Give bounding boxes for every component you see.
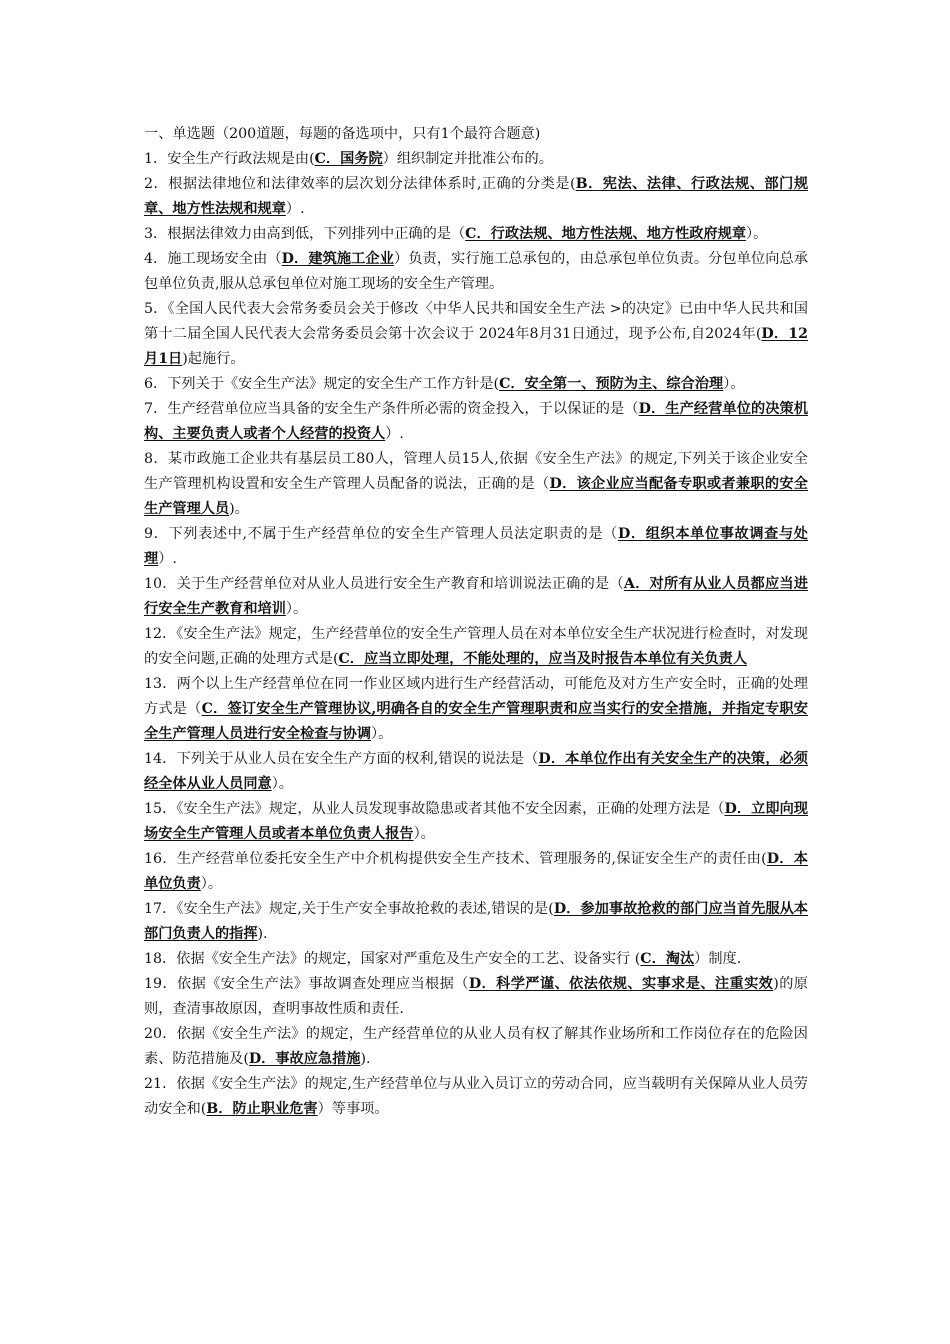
question-item (144, 1022, 808, 1072)
question-text: 13．两个以上生产经营单位在同一作业区域内进行生产经营活动，可能危及对方生产安全时，正确的处理方式是（ (144, 676, 808, 717)
answer-text: D．本单位负责 (144, 851, 808, 892)
question-item (144, 847, 808, 897)
question-text-tail: )起施行。 (182, 351, 245, 367)
question-text-tail: ). (360, 1051, 371, 1067)
question-text-tail: ）。 (413, 826, 435, 842)
question-item (144, 372, 808, 397)
answer-text: D．12月1日 (144, 326, 808, 367)
answer-text: B．防止职业危害 (206, 1101, 318, 1117)
answer-text: D．组织本单位事故调查与处理 (144, 526, 808, 567)
answer-text: D．立即向现场安全生产管理人员或者本单位负责人报告 (144, 801, 808, 842)
question-text-tail: ）制度. (694, 951, 742, 967)
answer-text: B．宪法、法律、行政法规、部门规章、地方性法规和规章 (144, 176, 809, 217)
question-item (144, 747, 808, 797)
question-item (144, 897, 808, 947)
question-text: 9．下列表述中,不属于生产经营单位的安全生产管理人员法定职责的是（ (144, 526, 618, 542)
answer-text: D．本单位作出有关安全生产的决策，必须经全体从业人员同意 (144, 751, 808, 792)
question-text-tail: ）。 (723, 376, 745, 392)
question-text-tail: ）。 (285, 601, 308, 617)
section-heading: 一、单选题（200道题，每题的备选项中，只有1个最符合题意) (144, 126, 541, 142)
answer-text: C．签订安全生产管理协议,明确各自的安全生产管理职责和应当实行的安全措施，并指定专职安全生产管理人员进行安全检查与协调 (144, 701, 808, 742)
question-item (144, 397, 808, 447)
question-text-tail: ). (257, 926, 268, 942)
question-item (144, 447, 808, 522)
question-text: 6．下列关于《安全生产法》规定的安全生产工作方针是( (144, 376, 500, 392)
question-item (144, 572, 808, 622)
question-text: 19．依据《安全生产法》事故调查处理应当根据（ (144, 976, 469, 992)
document-page (144, 122, 808, 1122)
question-text: 7．生产经营单位应当具备的安全生产条件所必需的资金投入，于以保证的是（ (144, 401, 639, 417)
question-text: 15．《安全生产法》规定，从业人员发现事故隐患或者其他不安全因素，正确的处理方法是（ (144, 801, 725, 817)
question-text-tail: )。 (229, 501, 249, 517)
question-text-tail: ）。 (200, 876, 223, 892)
question-text: 16．生产经营单位委托安全生产中介机构提供安全生产技术、管理服务的,保证安全生产的责任由( (144, 851, 767, 867)
answer-text: C．国务院 (314, 151, 383, 167)
question-item (144, 147, 808, 172)
question-text: 20．依据《安全生产法》的规定，生产经营单位的从业人员有权了解其作业场所和工作岗位存在的危险因素、防范措施及( (144, 1026, 808, 1067)
answer-text: D．生产经营单位的决策机构、主要负责人或者个人经营的投资人 (144, 401, 809, 442)
question-item (144, 247, 808, 297)
question-text-tail: ）. (385, 426, 404, 442)
question-list (144, 147, 808, 1122)
question-text: 17．《安全生产法》规定,关于生产安全事故抢救的表述,错误的是( (144, 901, 554, 917)
question-text-tail: ）负责，实行施工总承包的，由总承包单位负责。分包单位向总承包单位负责,服从总承包单位对施工现场的安全生产管理。 (144, 251, 808, 292)
answer-text: A．对所有从业人员都应当进行安全生产教育和培训 (144, 576, 808, 617)
question-text: 3．根据法律效力由高到低，下列排列中正确的是（ (144, 226, 466, 242)
question-text: 2．根据法律地位和法律效率的层次划分法律体系时,正确的分类是( (144, 176, 576, 192)
question-text-tail: ）等事项。 (317, 1101, 389, 1117)
question-text: 14．下列关于从业人员在安全生产方面的权利,错误的说法是（ (144, 751, 539, 767)
answer-text: D．科学严谨、依法依规、实事求是、注重实效 (468, 976, 774, 992)
question-item (144, 172, 808, 222)
question-item (144, 797, 808, 847)
answer-text: D．事故应急措施 (248, 1051, 361, 1067)
question-text: 8．某市政施工企业共有基层员工80人，管理人员15人,依据《安全生产法》的规定,下列关于该企业安全生产管理机构设置和安全生产管理人员配备的说法，正确的是（ (144, 451, 808, 492)
question-text-tail: ）。 (271, 776, 293, 792)
answer-text: C．安全第一、预防为主、综合治理 (499, 376, 724, 392)
question-item (144, 622, 808, 672)
answer-text: C．应当立即处理，不能处理的，应当及时报告本单位有关负责人 (338, 651, 748, 667)
question-text: 21．依据《安全生产法》的规定,生产经营单位与从业入员订立的劳动合同，应当载明有关保障从业人员劳动安全和( (144, 1076, 808, 1117)
question-item (144, 947, 808, 972)
question-text-tail: ）组织制定并批准公布的。 (382, 151, 553, 167)
question-text: 10．关于生产经营单位对从业人员进行安全生产教育和培训说法正确的是（ (144, 576, 624, 592)
question-item (144, 672, 808, 747)
question-text: 1．安全生产行政法规是由( (144, 151, 315, 167)
question-item (144, 522, 808, 572)
question-item (144, 222, 808, 247)
question-text: 4．施工现场安全由（ (144, 251, 282, 267)
question-text-tail: ）。 (371, 726, 393, 742)
question-text-tail: )的原则，查清事故原因，查明事故性质和责任. (144, 976, 808, 1017)
answer-text: D．参加事故抢救的部门应当首先服从本部门负责人的指挥 (144, 901, 809, 942)
answer-text: D．该企业应当配备专职或者兼职的安全生产管理人员 (144, 476, 808, 517)
question-item (144, 297, 808, 372)
question-item (144, 1072, 808, 1122)
answer-text: D．建筑施工企业 (281, 251, 394, 267)
question-text-tail: ）。 (746, 226, 768, 242)
question-text-tail: ）. (285, 201, 305, 217)
question-text: 12．《安全生产法》规定，生产经营单位的安全生产管理人员在对本单位安全生产状况进行检查时，对发现的安全问题,正确的处理方式是( (144, 626, 808, 667)
question-item (144, 972, 808, 1022)
answer-text: C．淘汰 (640, 951, 695, 967)
question-text: 18．依据《安全生产法》的规定，国家对严重危及生产安全的工艺、设备实行 ( (144, 951, 641, 967)
question-text-tail: ）. (158, 551, 177, 567)
question-text: 5．《全国人民代表大会常务委员会关于修改〈中华人民共和国安全生产法 >的决定》已由中华人民共和国第十二届全国人民代表大会常务委员会第十次会议于 2024年8月31日通过，现予公布,自2024年( (144, 301, 808, 342)
answer-text: C．行政法规、地方性法规、地方性政府规章 (465, 226, 747, 242)
